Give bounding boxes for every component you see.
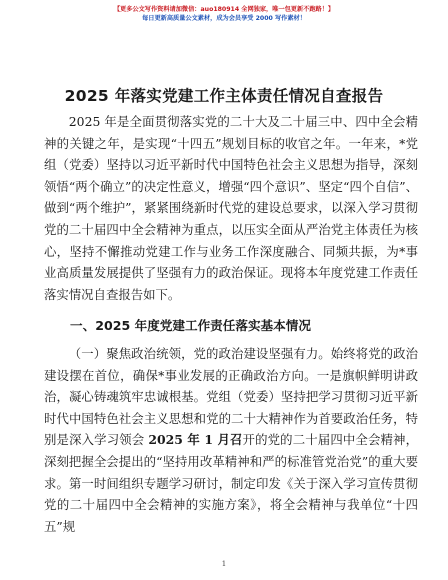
document-title: 2025 年落实党建工作主体责任情况自查报告 bbox=[64, 87, 384, 105]
intro-paragraph: 2025 年是全面贯彻落实党的二十大及二十届三中、四中全会精神的关键之年，是实现“十四五”规划目标的收官之年。一年来，*党组（党委）坚持以习近平新时代中国特色社会主义思想为指导，深刻领悟“两个确立”的决定性意义，增强“四个意识”、坚定“四个自信”、做到“两个维护”，紧紧围绕新时代党的建设总要求，以深入学习贯彻党的二十届四中全会精神为重点，以压实全面从严治党主体责任为核心，坚持不懈推动党建工作与业务工作深度融合、同频共振，为*事业高质量发展提供了坚强有力的政治保证。现将本年度党建工作责任落实情况自查报告如下。 bbox=[44, 114, 418, 302]
promo-banner-line1: 【更多公文写作资料请加微信：auo180914 全网独家，唯一包更新不跑路！】 bbox=[113, 6, 335, 13]
subsection-1-title: （一）聚焦政治统领，党的政治建设坚强有力。 bbox=[68, 346, 331, 361]
subsection-1-body-a: 始终将党的政治建设摆在首位，确保*事业发展的正确政治方向。一是旗帜鲜明讲政治，凝心铸魂筑牢忠诚根基。党组（党委）坚持把学习贯彻习近平新时代中国特色社会主义思想和党的二十大精神作为首要政治任务，特别是深入学习领会 bbox=[44, 346, 419, 448]
subsection-1-body-b: 开的党的二十届四中全会精神，深刻把握全会提出的“坚持用改革精神和严的标准管党治党”的重大要求。第一时间组织专题学习研讨，制定印发《关于深入学习宣传贯彻党的二十届四中全会精神的实施方案》，将全会精神与我单位“十四五”规 bbox=[44, 432, 418, 534]
page-number: 1 bbox=[221, 560, 227, 568]
section-heading-1: 一、2025 年度党建工作责任落实基本情况 bbox=[70, 318, 311, 333]
subsection-1-date: 2025 年 1 月召 bbox=[148, 432, 243, 448]
promo-banner bbox=[0, 5, 448, 23]
subsection-1-paragraph bbox=[44, 343, 418, 537]
promo-banner-line2: 每日更新高质量公文素材，成为会员享受 2000 写作素材！ bbox=[142, 15, 306, 22]
